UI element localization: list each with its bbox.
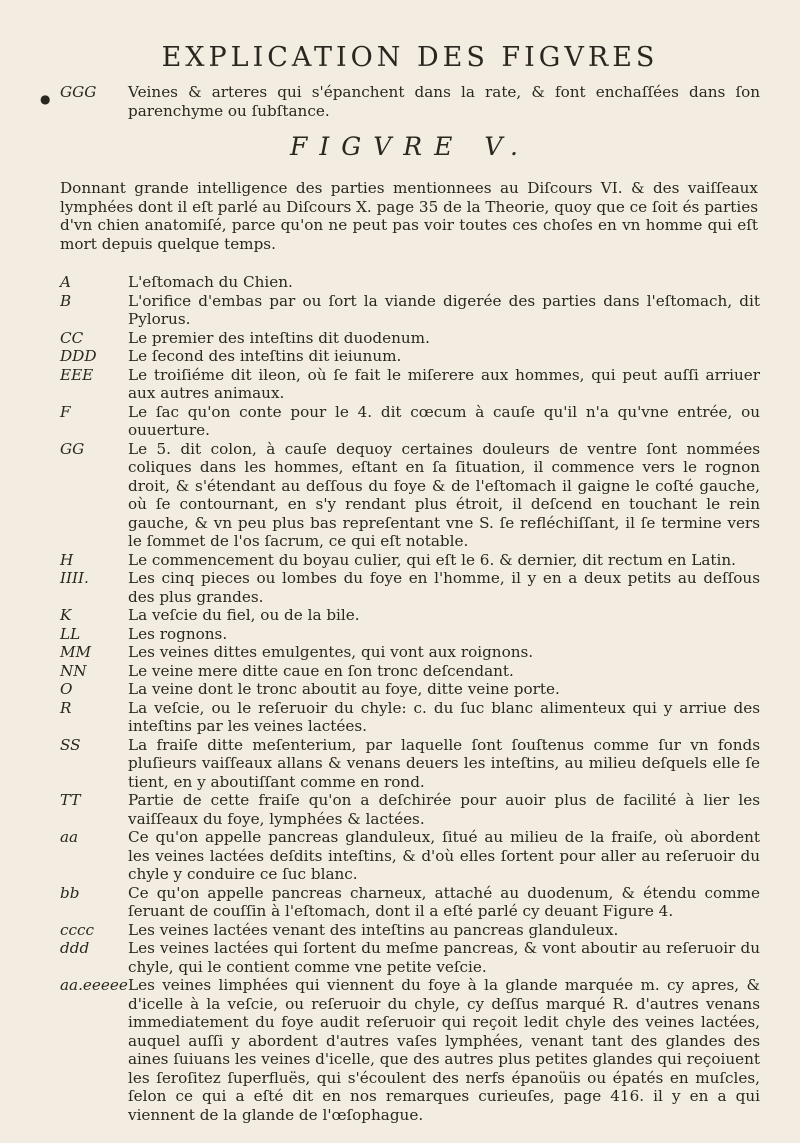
top-entry: [60, 83, 760, 120]
entry-label: A: [60, 273, 71, 291]
legend-entry: [60, 569, 760, 606]
legend-entry: [60, 273, 760, 292]
legend-entry: [60, 736, 760, 792]
intro-paragraph: Donnant grande intelligence des parties mentionnees au Diſcours VI. & des vaiſſeaux lymphées dont il eſt parlé au Diſcours X. page 35 de la Theorie, quoy que ce ſoit és parties d'vn chien anatomiſé, parce qu'on ne peut pas voir toutes ces choſes en vn homme qui eſt mort depuis quelque temps.: [60, 179, 758, 253]
entry-text: La veine dont le tronc aboutit au foye, ditte veine porte.: [128, 680, 560, 698]
entry-text: Le premier des inteſtins dit duodenum.: [128, 328, 430, 347]
entry-text: L'eſtomach du Chien.: [128, 273, 293, 291]
entry-text: Veines & arteres qui s'épanchent dans la rate, & font enchaſſées dans ſon parenchyme ou ſubſtance.: [128, 83, 760, 120]
legend-entry: [60, 662, 760, 681]
entry-text: La veſcie, ou le reſeruoir du chyle: c. du ſuc blanc alimenteux qui y arriue des inteſtins par les veines lactées.: [128, 698, 760, 735]
running-head: EXPLICATION DES FIGVRES: [161, 42, 659, 73]
entry-label: F: [60, 402, 71, 421]
section-title: FIGVRE V.: [290, 132, 530, 161]
entry-label: K: [60, 606, 72, 624]
legend-entry: [60, 884, 760, 921]
entry-label: NN: [60, 661, 87, 680]
entry-text: Les veines dittes emulgentes, qui vont aux roignons.: [128, 643, 534, 661]
legend-entry: [60, 828, 760, 884]
entry-label: bb: [60, 883, 80, 902]
entry-label: cccc: [60, 920, 95, 939]
entry-label: ddd: [60, 939, 90, 957]
entry-text: Le veine mere ditte caue en ſon tronc deſcendant.: [128, 661, 514, 680]
entry-label: CC: [60, 328, 84, 347]
entry-text: Le troiſiéme dit ileon, où ſe fait le miſerere aux hommes, qui peut auſſi arriuer aux autres animaux.: [128, 365, 760, 402]
entry-label: H: [60, 550, 74, 569]
entry-text: Ce qu'on appelle pancreas glanduleux, ſitué au milieu de la fraiſe, où abordent les veines lactées deſdits inteſtins, & d'où elles ſortent pour aller au reſeruoir du chyle y conduire ce ſuc blanc.: [128, 828, 760, 883]
entry-label: B: [60, 291, 72, 310]
entry-text: Le 5. dit colon, à cauſe dequoy certaines douleurs de ventre ſont nommées coliques dans les hommes, eſtant en ſa ſituation, il commence vers le rognon droit, & s'étendant au deſſous du foye & de l'eſtomach il gaigne le coſté gauche, où ſe contournant, en s'y rendant plus étroit, il deſcend en touchant le rein gauche, & vn peu plus bas repreſentant vne S. ſe refléchiſſant, il ſe termine vers le ſommet de l'os ſacrum, ce qui eſt notable.: [128, 439, 760, 550]
legend-entry: [60, 440, 760, 551]
entry-label: R: [60, 698, 72, 717]
entry-text: La fraiſe ditte meſenterium, par laquelle ſont ſouſtenus comme ſur vn fonds pluſieurs vaiſſeaux allans & venans deuers les inteſtins, au milieu deſquels elle ſe tient, en y aboutiſſant comme en rond.: [128, 735, 760, 791]
entry-text: Partie de cette fraiſe qu'on a deſchirée pour auoir plus de facilité à lier les vaiſſeaux du foye, lymphées & lactées.: [128, 791, 760, 828]
legend-entry: [60, 329, 760, 348]
entry-label: EEE: [60, 365, 94, 384]
entry-label: DDD: [60, 347, 97, 365]
entry-label: GG: [60, 439, 85, 458]
entry-label: TT: [60, 791, 81, 809]
entry-label: LL: [60, 624, 81, 643]
legend-entry: [60, 680, 760, 699]
entry-label: MM: [60, 643, 92, 661]
entry-label: aa.eeeee: [60, 976, 128, 994]
entry-label: SS: [60, 735, 81, 754]
legend-entry: [60, 347, 760, 366]
entry-text: Les cinq pieces ou lombes du foye en l'homme, il y en a deux petits au deſſous des plus grandes.: [128, 569, 760, 606]
legend-entry: [60, 643, 760, 662]
legend-entry: [60, 403, 760, 440]
entry-label: GGG: [60, 83, 97, 101]
legend-entry: [60, 699, 760, 736]
bullet-mark: ●: [40, 92, 51, 106]
entry-text: Ce qu'on appelle pancreas charneux, attaché au duodenum, & étendu comme ſeruant de couſſin à l'eſtomach, dont il a eſté parlé cy deuant Figure 4.: [128, 883, 760, 920]
entry-text: Le ſac qu'on conte pour le 4. dit cœcum à cauſe qu'il n'a qu'vne entrée, ou ouuerture.: [128, 402, 760, 439]
legend-entry: [60, 921, 760, 940]
entry-text: Les veines lactées qui ſortent du meſme pancreas, & vont aboutir au reſeruoir du chyle, qui le contient comme vne petite veſcie.: [128, 939, 760, 976]
entry-label: IIII.: [60, 569, 89, 587]
legend-entry: [60, 791, 760, 828]
legend-entry: [60, 625, 760, 644]
legend-entry: [60, 551, 760, 570]
entry-label: aa: [60, 828, 79, 846]
legend-entry: [60, 939, 760, 976]
entry-text: Les veines lactées venant des inteſtins au pancreas glanduleux.: [128, 920, 619, 939]
entry-text: Le ſecond des inteſtins dit ieiunum.: [128, 347, 402, 365]
entry-text: Les veines limphées qui viennent du foye à la glande marquée m. cy apres, & d'icelle à la veſcie, ou reſeruoir du chyle, cy deſſus marqué R. d'autres venans immediatement du foye audit reſeruoir qui reçoit ledit chyle des veines lactées, auquel auſſi y abordent d'autres vaſes lymphées, venant tant des glandes des aines ſuiuans les veines d'icelle, que des autres plus petites glandes qui reçoiuent les ſeroſitez ſuperfluës, qui s'écoulent des nerfs épanoüis ou épatés en muſcles, ſelon ce qui a eſté dit en nos remarques curieuſes, page 416. il y en a qui viennent de la glande de l'œſophague.: [128, 976, 760, 1124]
legend-entries: [60, 273, 760, 1124]
legend-entry: [60, 292, 760, 329]
entry-label: O: [60, 680, 73, 698]
entry-text: La veſcie du fiel, ou de la bile.: [128, 606, 360, 624]
entry-text: Les rognons.: [128, 624, 228, 643]
legend-entry: [60, 366, 760, 403]
entry-text: L'orifice d'embas par ou ſort la viande digerée des parties dans l'eſtomach, dit Pylorus.: [128, 291, 760, 328]
legend-entry: [60, 976, 760, 1124]
legend-entry: [60, 606, 760, 625]
entry-text: Le commencement du boyau culier, qui eſt le 6. & dernier, dit rectum en Latin.: [128, 550, 736, 569]
